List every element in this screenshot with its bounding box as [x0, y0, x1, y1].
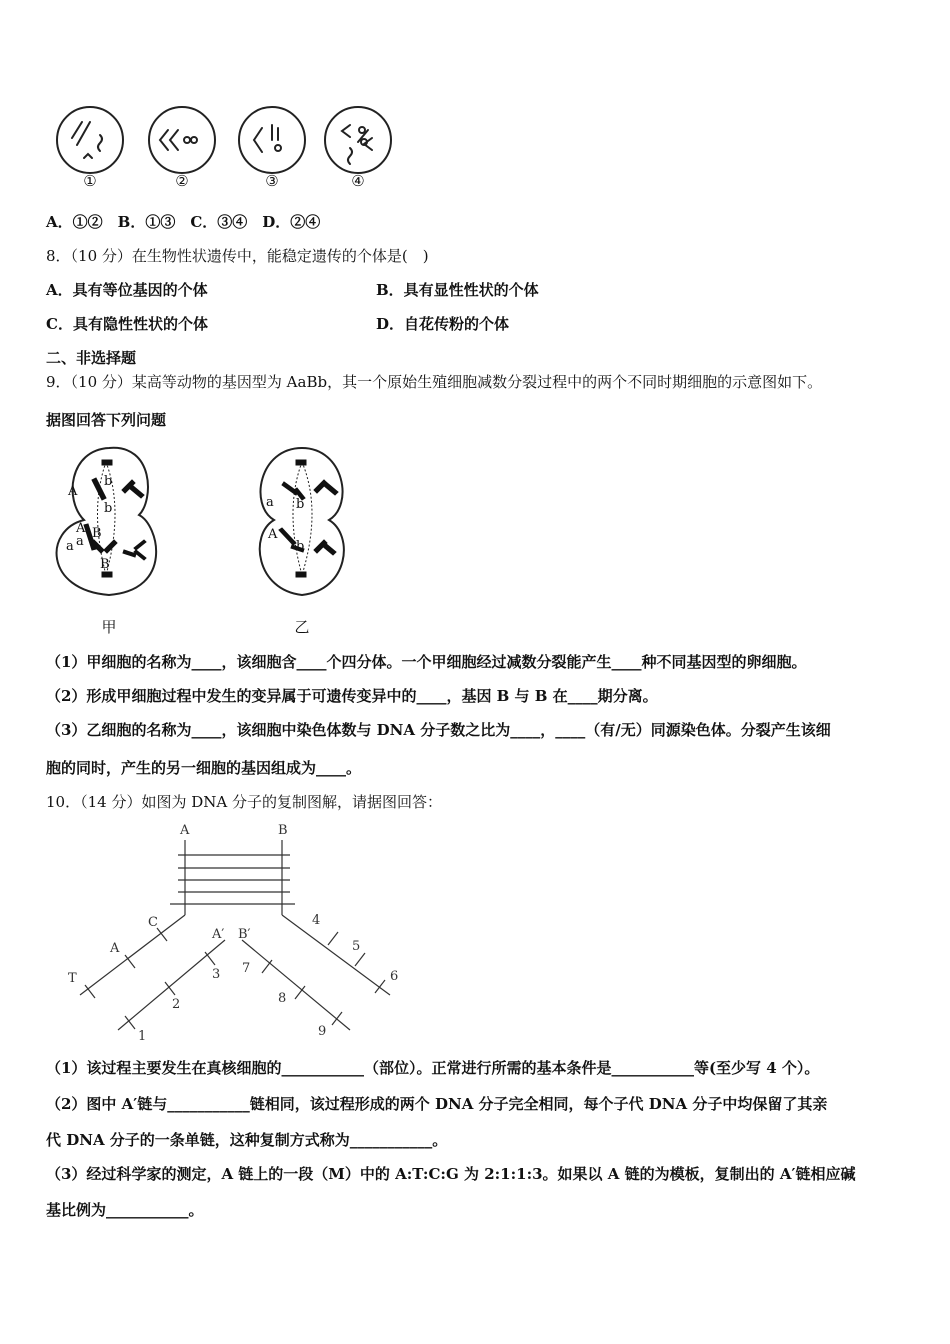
- q10-label-2: 2: [172, 997, 181, 1012]
- svg-text:a: a: [66, 539, 74, 554]
- q10-dna-svg: [60, 820, 420, 1048]
- svg-text:a: a: [76, 534, 84, 549]
- q10-label-C: C: [148, 915, 158, 930]
- svg-text:a: a: [266, 495, 274, 510]
- svg-text:B: B: [100, 557, 110, 572]
- q9-figure-jia-label: 甲: [101, 618, 117, 636]
- q10-part1: （1）该过程主要发生在真核细胞的___________（部位）。正常进行所需的基本条件是___________等(至少写 4 个）。: [46, 1059, 820, 1077]
- q10-label-4: 4: [312, 913, 321, 928]
- q10-part2-line1: （2）图中 A′链与___________链相同，该过程形成的两个 DNA 分子完全相同，每个子代 DNA 分子中均保留了其亲: [46, 1095, 828, 1113]
- q8-option-c: C．具有隐性性状的个体: [46, 315, 208, 333]
- q10-label-B: B: [278, 823, 288, 838]
- q10-label-3: 3: [212, 967, 221, 982]
- q9-part3-line1: （3）乙细胞的名称为____，该细胞中染色体数与 DNA 分子数之比为____，____（有/无）同源染色体。分裂产生该细: [46, 721, 831, 739]
- q9-stem-line2: 据图回答下列问题: [46, 411, 167, 429]
- svg-text:b: b: [296, 497, 305, 512]
- q10-part2-line2: 代 DNA 分子的一条单链，这种复制方式称为___________。: [46, 1131, 448, 1149]
- q7-label-4: ④: [351, 172, 365, 190]
- q10-label-8: 8: [278, 991, 287, 1006]
- q10-label-9: 9: [318, 1024, 327, 1039]
- q9-stem-line1: 9．（10 分）某高等动物的基因型为 AaBb，其一个原始生殖细胞减数分裂过程中的两个不同时期细胞的示意图如下。: [46, 373, 823, 391]
- q9-figure-yi-label: 乙: [294, 618, 310, 636]
- svg-text:A: A: [268, 527, 278, 542]
- q10-label-6: 6: [390, 969, 399, 984]
- q9-part1: （1）甲细胞的名称为____，该细胞含____个四分体。一个甲细胞经过减数分裂能产生____种不同基因型的卵细胞。: [46, 653, 807, 671]
- q10-stem: 10．（14 分）如图为 DNA 分子的复制图解，请据图回答：: [46, 793, 442, 811]
- q9-cell-figure: [44, 440, 374, 640]
- q10-label-B-prime: B′: [238, 927, 251, 942]
- svg-text:B: B: [92, 526, 102, 541]
- q7-options: A．①② B．①③ C．③④ D．②④: [46, 213, 321, 231]
- q9-part3-line2: 胞的同时，产生的另一细胞的基因组成为____。: [46, 759, 362, 777]
- q10-part3-line1: （3）经过科学家的测定，A 链上的一段（M）中的 A:T:C:G 为 2:1:1:3。如果以 A 链的为模板，复制出的 A′链相应碱: [46, 1165, 856, 1183]
- q10-label-T: T: [68, 971, 77, 986]
- q8-option-d: D．自花传粉的个体: [376, 315, 510, 333]
- svg-text:b: b: [104, 501, 113, 516]
- svg-text:A: A: [68, 484, 78, 499]
- q7-label-3: ③: [265, 172, 279, 190]
- q10-dna-replication-diagram: [60, 820, 420, 1048]
- svg-text:b: b: [296, 539, 305, 554]
- q8-option-b: B．具有显性性状的个体: [376, 281, 539, 299]
- q8-option-a: A．具有等位基因的个体: [46, 281, 208, 299]
- q10-label-A-prime: A′: [212, 927, 225, 942]
- q8-stem: 8．（10 分）在生物性状遗传中，能稳定遗传的个体是( ): [46, 247, 429, 265]
- section2-title: 二、非选择题: [46, 349, 137, 367]
- q10-label-7: 7: [242, 961, 251, 976]
- q10-label-5: 5: [352, 939, 361, 954]
- q7-label-1: ①: [83, 172, 97, 190]
- svg-text:b: b: [104, 474, 113, 489]
- q7-label-2: ②: [175, 172, 189, 190]
- q10-label-A: A: [180, 823, 190, 838]
- q9-cells-svg: [44, 440, 374, 640]
- q10-label-A-base: A: [110, 941, 120, 956]
- q10-label-1: 1: [138, 1029, 147, 1044]
- q10-part3-line2: 基比例为___________。: [46, 1201, 204, 1219]
- svg-text:A: A: [76, 521, 86, 536]
- q7-cell-figure: [50, 100, 400, 195]
- q9-part2: （2）形成甲细胞过程中发生的变异属于可遗传变异中的____，基因 B 与 B 在____期分离。: [46, 687, 658, 705]
